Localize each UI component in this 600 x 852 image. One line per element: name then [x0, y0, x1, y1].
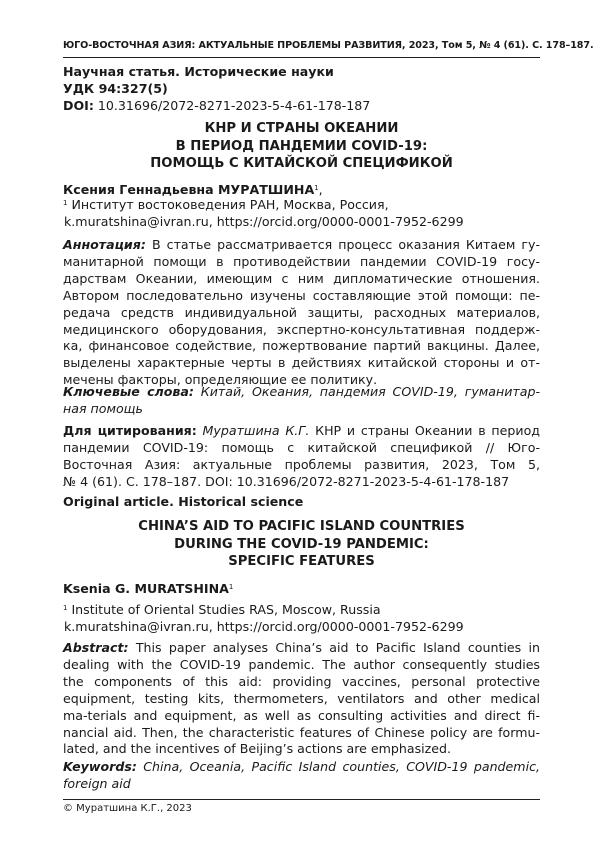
- en-abstract-line: the components of this aid: providing vaccines, personal protective: [63, 673, 540, 689]
- ru-abstract-text: В статье рассматривается процесс оказания Китаем гу-: [145, 237, 540, 252]
- ru-citation-line: пандемии COVID-19: помощь с китайской спецификой // Юго-: [63, 439, 540, 455]
- en-author: [63, 580, 233, 597]
- en-keywords-line: foreign aid: [63, 775, 131, 791]
- en-keywords-text: China, Oceania, Pacific Island counties, COVID-19 pandemic,: [136, 759, 540, 774]
- doi-value[interactable]: 10.31696/2072-8271-2023-5-4-61-178-187: [93, 98, 371, 113]
- ru-keywords-line: [63, 384, 540, 401]
- en-keywords: [63, 759, 540, 793]
- ru-aff-sup: 1: [63, 199, 68, 207]
- en-contact[interactable]: k.muratshina@ivran.ru, https://orcid.org/0000-0001-7952-6299: [64, 619, 464, 634]
- ru-abstract-line: [63, 237, 540, 254]
- ru-abstract-line: выделены характерные черты в действиях китайской стороны и от-: [63, 355, 540, 371]
- ru-abstract-line: манитарной помощи в противодействии пандемии COVID-19 госу-: [63, 253, 540, 269]
- en-abstract-line: lated, and the incentives of Beijing’s actions are emphasized.: [63, 741, 452, 757]
- ru-affiliation: [63, 196, 464, 230]
- en-keywords-line: [63, 759, 540, 776]
- ru-citation-author: Муратшина К.Г.: [196, 423, 310, 438]
- en-title-line: CHINA’S AID TO PACIFIC ISLAND COUNTRIES: [138, 519, 465, 534]
- ru-keywords-text: Китай, Океания, пандемия COVID-19, гуманитар-: [193, 384, 540, 399]
- ru-citation-line: № 4 (61). С. 178–187. DOI: 10.31696/2072-8271-2023-5-4-61-178-187: [63, 473, 510, 489]
- en-abstract-line: [63, 640, 540, 657]
- ru-abstract-line: ка, финансовое содействие, пожертвование партий вакцины. Далее,: [63, 338, 540, 354]
- ru-citation-line: Восточная Азия: актуальные проблемы развития, 2023, Том 5,: [63, 456, 540, 472]
- article-type: Научная статья. Исторические науки: [63, 64, 334, 79]
- ru-abstract-line: Автором последовательно изучены составляющие этой помощи: пе-: [63, 287, 540, 303]
- article-meta: [63, 63, 370, 114]
- header-divider: [63, 57, 540, 58]
- en-abstract-line: ma-terials and equipment, as well as consulting activities and direct fi-: [63, 707, 540, 723]
- journal-header: ЮГО-ВОСТОЧНАЯ АЗИЯ: АКТУАЛЬНЫЕ ПРОБЛЕМЫ РАЗВИТИЯ, 2023, Том 5, № 4 (61). С. 178–187.: [63, 40, 594, 51]
- en-abstract-label: Abstract:: [63, 640, 129, 655]
- en-aff-sup: 1: [63, 604, 68, 612]
- en-title-line: DURING THE COVID-19 PANDEMIC:: [174, 536, 429, 552]
- ru-keywords: [63, 384, 540, 418]
- ru-abstract-line: медицинского оборудования, экспертно-консультативная поддерж-: [63, 321, 540, 337]
- ru-title-line: В ПЕРИОД ПАНДЕМИИ COVID-19:: [175, 138, 428, 154]
- ru-title-line: ПОМОЩЬ С КИТАЙСКОЙ СПЕЦИФИКОЙ: [150, 156, 453, 171]
- en-keywords-label: Keywords:: [63, 759, 137, 774]
- footer-divider: [63, 799, 540, 800]
- ru-title-line: КНР И СТРАНЫ ОКЕАНИИ: [204, 121, 399, 136]
- ru-author-sup: 1: [314, 184, 319, 192]
- en-article-type: Original article. Historical science: [63, 494, 304, 509]
- ru-author-tail: ,: [318, 182, 323, 197]
- en-abstract: [63, 640, 540, 758]
- doi-label: DOI:: [63, 98, 94, 113]
- ru-keywords-line: ная помощь: [63, 400, 143, 416]
- ru-abstract-line: мечены факторы, определяющие ее политику.: [63, 372, 378, 388]
- en-author-sup: 1: [228, 583, 234, 591]
- ru-citation-line: [63, 423, 540, 440]
- en-title: [63, 518, 540, 571]
- ru-aff-text: Институт востоковедения РАН, Москва, Россия,: [67, 197, 389, 212]
- en-title-line: SPECIFIC FEATURES: [228, 554, 375, 569]
- copyright-footer: © Муратшина К.Г., 2023: [63, 803, 192, 814]
- ru-citation-text: КНР и страны Океании в период: [309, 423, 540, 438]
- ru-citation-label: Для цитирования:: [63, 423, 197, 438]
- ru-author-name: Ксения Геннадьевна МУРАТШИНА: [63, 182, 315, 197]
- en-abstract-line: nancial aid. Then, the characteristic features of Chinese policy are formu-: [63, 724, 540, 740]
- en-author-name: Ksenia G. MURATSHINA: [63, 581, 229, 596]
- en-aff-text: Institute of Oriental Studies RAS, Moscow, Russia: [67, 602, 381, 617]
- en-abstract-line: equipment, testing kits, thermometers, ventilators and other medical: [63, 690, 540, 706]
- udc: УДК 94:327(5): [63, 81, 168, 96]
- ru-abstract-label: Аннотация:: [63, 237, 146, 252]
- ru-abstract-line: редача средств индивидуальной защиты, расходных материалов,: [63, 304, 540, 320]
- ru-citation: [63, 423, 540, 491]
- ru-abstract: [63, 237, 540, 389]
- ru-abstract-line: дарствам Океании, имеющим с ним дипломатические отношения.: [63, 270, 540, 286]
- en-affiliation: [63, 601, 464, 635]
- ru-contact[interactable]: k.muratshina@ivran.ru, https://orcid.org/0000-0001-7952-6299: [64, 214, 464, 229]
- en-abstract-line: dealing with the COVID-19 pandemic. The author consequently studies: [63, 656, 540, 672]
- ru-keywords-label: Ключевые слова:: [63, 384, 194, 399]
- doi-line: [63, 97, 370, 114]
- ru-title: [63, 120, 540, 173]
- en-abstract-text: This paper analyses China’s aid to Pacific Island counties in: [128, 640, 540, 655]
